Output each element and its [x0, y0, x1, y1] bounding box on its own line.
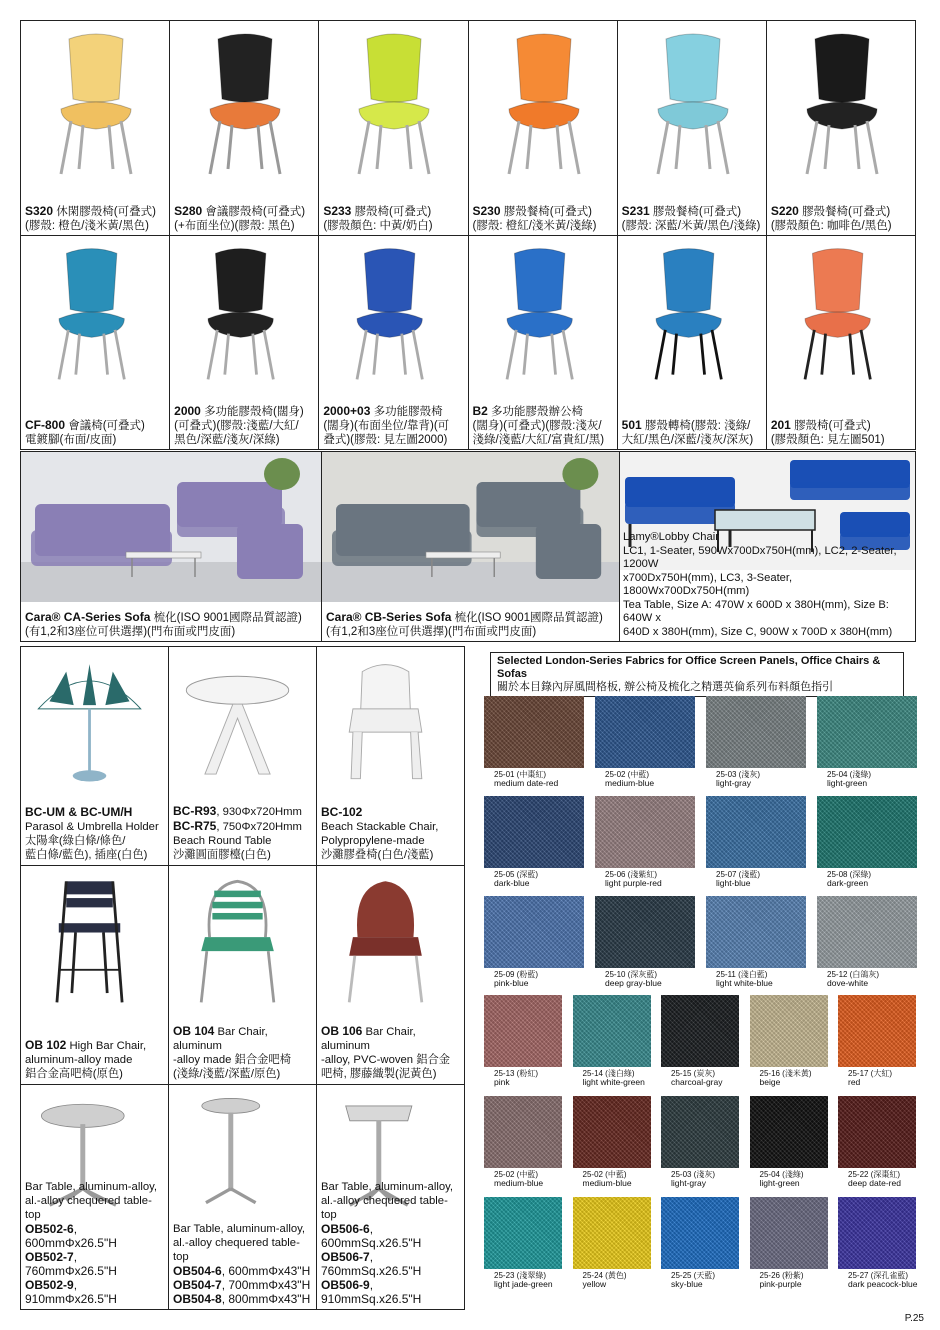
product-caption — [25, 805, 165, 862]
fabric-name: pink-purple — [759, 1279, 802, 1289]
chair-detail-2: 叠式)(膠殼: 見左圖2000) — [323, 434, 448, 446]
fabric-code: 25-09 (粉藍) — [494, 970, 539, 979]
fabric-color-chip — [595, 896, 695, 968]
chair-caption — [771, 204, 912, 233]
sofa-cb-name: CB-Series Sofa — [364, 610, 452, 624]
fabric-swatch — [484, 995, 562, 1089]
sofa-cb-brand: Cara® — [326, 610, 362, 624]
fabric-name: dove-white — [827, 978, 869, 988]
chair-image — [31, 29, 161, 179]
product-text-r1b: OB502-6 — [25, 1222, 74, 1236]
sofa-ca-line2: (有1,2和3座位可供選擇)(門布面或門皮面) — [25, 626, 236, 638]
fabric-code: 25-17 (大紅) — [848, 1069, 893, 1078]
product-text-l1: , 930Φx720Hmm — [216, 806, 302, 818]
fabric-swatch — [661, 1096, 739, 1190]
product-text-l1: Bar Table, aluminum-alloy, — [25, 1181, 158, 1193]
fabric-color-chip — [484, 696, 584, 768]
product-text-r1: , 600mmΦx43"H — [221, 1264, 311, 1278]
fabric-swatch — [838, 1197, 916, 1291]
product-text-l2: al.-alloy chequered table-top — [321, 1195, 448, 1221]
fabric-code: 25-05 (深藍) — [494, 870, 539, 879]
product-caption — [321, 805, 461, 862]
fabric-name: light white-green — [582, 1077, 645, 1087]
chair-image — [479, 29, 609, 179]
chair-cell-s220 — [767, 21, 915, 235]
chair-caption — [25, 418, 166, 447]
fabric-color-chip — [661, 1197, 739, 1269]
chair-image — [31, 244, 152, 384]
product-text-r2b: OB502-7 — [25, 1250, 74, 1264]
fabric-color-chip — [661, 1096, 739, 1168]
chair-code: S231 — [621, 203, 650, 218]
sofa-row — [20, 451, 916, 642]
fabric-code: 25-03 (淺灰) — [671, 1170, 716, 1179]
sofa-cb-image — [322, 452, 619, 602]
chair-caption — [473, 204, 614, 233]
product-text-l1b: OB 106 — [321, 1024, 363, 1038]
chair-catalog-grid — [20, 20, 916, 450]
product-text-l2: Beach Stackable Chair, — [321, 821, 439, 833]
fabric-code: 25-01 (中棗紅) — [494, 770, 547, 779]
fabric-code: 25-10 (深灰藍) — [605, 970, 658, 979]
chair-cell-501 — [618, 236, 766, 450]
fabric-color-chip — [484, 1096, 562, 1168]
page-number: P.25 — [904, 1313, 924, 1324]
lamy-line3: x700Dx750H(mm), LC3, 3-Seater, 1800Wx700Dx750H(mm) — [623, 571, 793, 597]
chair-cell-cf-800 — [21, 236, 169, 450]
product-image — [177, 872, 298, 1007]
fabric-code: 25-26 (粉紫) — [759, 1271, 804, 1280]
fabric-swatch — [484, 796, 584, 890]
product-caption — [173, 1222, 313, 1306]
chair-code: CF-800 — [25, 418, 66, 432]
chair-code: S280 — [174, 203, 203, 218]
chair-image — [180, 29, 310, 179]
product-image — [177, 1091, 285, 1211]
product-text-l1: Bar Table, aluminum-alloy, — [321, 1181, 454, 1193]
lamy-line4: Tea Table, Size A: 470W x 600D x 380H(mm), Size B: 640W x — [623, 598, 889, 624]
product-cell — [169, 866, 316, 1084]
lamy-cell — [620, 452, 915, 641]
chair-code: B2 — [472, 404, 488, 418]
fabric-title-zh: 關於本目錄內屏風間格板, 辦公椅及梳化之精選英倫系列布料顏色指引 — [497, 681, 834, 693]
product-text-l3: 鋁合金高吧椅(原色) — [25, 1068, 123, 1080]
chair-detail: (膠殼顏色: 見左圖501) — [770, 434, 885, 446]
sofa-ca-cell — [21, 452, 321, 641]
fabric-code: 25-07 (淺藍) — [716, 870, 761, 879]
product-text-l2: , 750Φx720Hmm — [216, 821, 302, 833]
fabric-code: 25-23 (淺翠綠) — [494, 1271, 547, 1280]
fabric-name: light-green — [759, 1178, 800, 1188]
fabric-color-chip — [706, 896, 806, 968]
chair-desc: 會議膠殼椅(可叠式) — [205, 205, 306, 218]
fabric-code: 25-13 (粉紅) — [494, 1069, 539, 1078]
product-text-l3: Beach Round Table — [173, 835, 272, 847]
chair-code: S320 — [25, 203, 54, 218]
product-text-r1: , 600mmSq.x26.5"H — [321, 1222, 422, 1250]
fabric-color-chip — [817, 896, 917, 968]
fabric-swatch — [484, 1096, 562, 1190]
fabric-code: 25-24 (黃色) — [582, 1271, 627, 1280]
product-caption — [321, 1024, 461, 1081]
product-text-r2b: OB504-7 — [173, 1278, 222, 1292]
product-text-l2: aluminum-alloy made — [25, 1054, 133, 1066]
product-cell — [317, 647, 464, 865]
sofa-cb-line1: 梳化(ISO 9001國際品質認證) — [454, 612, 603, 624]
product-cell — [317, 866, 464, 1084]
fabric-swatch — [838, 1096, 916, 1190]
product-text-l2: al.-alloy chequered table-top — [25, 1195, 152, 1221]
chair-caption — [174, 404, 315, 447]
product-caption — [25, 1180, 165, 1306]
product-text-r3b: OB502-9 — [25, 1278, 74, 1292]
fabric-swatch — [817, 696, 917, 790]
product-text-l1b: BC-UM & BC-UM/H — [25, 805, 133, 819]
product-text-r1: , 600mmΦx26.5"H — [25, 1222, 117, 1250]
chair-image — [777, 244, 898, 384]
chair-caption — [622, 204, 763, 233]
fabric-swatch — [706, 896, 806, 990]
product-text-l1b: BC-R93 — [173, 804, 217, 818]
chair-code: 501 — [621, 418, 642, 432]
chair-cell-b2 — [469, 236, 617, 450]
fabric-swatch — [706, 696, 806, 790]
fabric-code: 25-22 (深棗紅) — [848, 1170, 901, 1179]
fabric-swatch — [750, 1096, 828, 1190]
chair-cell-s320 — [21, 21, 169, 235]
outdoor-products-grid — [20, 646, 465, 1310]
lamy-line5: 640D x 380H(mm), Size C, 900W x 700D x 380H(mm) — [623, 625, 893, 638]
chair-desc: 膠殼轉椅(膠殼: 淺綠/ — [644, 420, 751, 432]
product-cell — [21, 647, 168, 865]
fabric-color-chip — [838, 1096, 916, 1168]
fabric-swatch — [573, 1096, 651, 1190]
chair-image — [628, 244, 749, 384]
fabric-color-chip — [817, 696, 917, 768]
product-text-l2b: BC-R75 — [173, 819, 217, 833]
fabric-name: medium-blue — [494, 1178, 544, 1188]
sofa-cb-cell — [322, 452, 619, 641]
product-text-r3: , 800mmΦx43"H — [221, 1292, 311, 1306]
fabric-name: light-gray — [716, 778, 751, 788]
fabric-name: light-gray — [671, 1178, 706, 1188]
fabric-color-chip — [661, 995, 739, 1067]
product-cell — [169, 1085, 316, 1309]
chair-detail: (膠殼顏色: 中黃/奶白) — [323, 219, 433, 232]
product-text-l2: al.-alloy chequered table-top — [173, 1237, 300, 1263]
product-image — [29, 872, 150, 1007]
fabric-code: 25-12 (白鴿灰) — [827, 970, 880, 979]
product-caption — [25, 1038, 165, 1081]
chair-desc: 膠殼餐椅(可叠式) — [802, 205, 891, 218]
fabric-color-chip — [838, 1197, 916, 1269]
fabric-swatch — [595, 696, 695, 790]
product-image — [325, 653, 446, 788]
fabric-color-chip — [573, 1096, 651, 1168]
chair-cell-s231 — [618, 21, 766, 235]
chair-desc: 多功能膠殼椅(闊身) — [204, 406, 304, 418]
fabric-color-chip — [750, 995, 828, 1067]
chair-cell-2000-03 — [319, 236, 467, 450]
fabric-swatch — [573, 995, 651, 1089]
product-text-l3: Polypropylene-made — [321, 835, 425, 847]
sofa-ca-caption — [25, 610, 318, 639]
chair-detail: (膠殼: 橙紅/淺米黃/淺綠) — [472, 219, 597, 232]
chair-cell-s230 — [469, 21, 617, 235]
fabric-name: medium-blue — [605, 778, 655, 788]
chair-caption — [771, 418, 912, 447]
fabric-code: 25-14 (淺白綠) — [582, 1069, 635, 1078]
fabric-color-chip — [595, 796, 695, 868]
product-text-l1: Bar Table, aluminum-alloy, — [173, 1223, 306, 1235]
fabric-swatch — [661, 995, 739, 1089]
fabric-code: 25-15 (炭灰) — [671, 1069, 716, 1078]
lamy-line1: Lamy®Lobby Chair — [623, 531, 719, 543]
fabric-name: deep date-red — [848, 1178, 901, 1188]
chair-cell-s233 — [319, 21, 467, 235]
product-text-l3: 太陽傘(綠白條/條色/ — [25, 835, 126, 847]
fabric-color-chip — [573, 995, 651, 1067]
fabric-code: 25-16 (淺米黃) — [759, 1069, 812, 1078]
product-text-l2: -alloy, PVC-woven 鋁合金 — [321, 1054, 451, 1066]
chair-desc: 膠殼餐椅(可叠式) — [503, 205, 592, 218]
chair-code: S233 — [323, 203, 352, 218]
fabric-name: charcoal-gray — [671, 1077, 723, 1087]
sofa-ca-image — [21, 452, 321, 602]
fabric-name: sky-blue — [671, 1279, 703, 1289]
product-text-l1: Bar Chair, aluminum — [173, 1026, 268, 1052]
fabric-swatch — [817, 796, 917, 890]
chair-desc: 膠殼椅(可叠式) — [794, 420, 871, 432]
fabric-name: pink-blue — [494, 978, 529, 988]
chair-desc: 會議椅(可叠式) — [68, 420, 145, 432]
product-cell — [317, 1085, 464, 1309]
product-caption — [173, 804, 313, 862]
product-image — [325, 872, 446, 1007]
product-text-l2: -alloy made 鋁合金吧椅 — [173, 1054, 292, 1066]
chair-image — [329, 29, 459, 179]
fabric-code: 25-04 (淺綠) — [827, 770, 872, 779]
sofa-ca-brand: Cara® — [25, 610, 61, 624]
product-text-r2b: OB506-7 — [321, 1250, 370, 1264]
product-text-l1b: BC-102 — [321, 805, 363, 819]
fabric-color-chip — [484, 1197, 562, 1269]
fabric-code: 25-02 (中藍) — [605, 770, 650, 779]
product-text-l3: 吧椅, 膠藤織製(泥黃色) — [321, 1068, 437, 1080]
fabric-color-chip — [484, 995, 562, 1067]
chair-detail: 大紅/黑色/深藍/淺灰/深灰) — [621, 434, 754, 446]
fabric-code: 25-03 (淺灰) — [716, 770, 761, 779]
fabric-name: dark-blue — [494, 878, 530, 888]
fabric-name: dark peacock-blue — [848, 1279, 918, 1289]
chair-caption — [473, 404, 614, 447]
chair-code: S220 — [770, 203, 799, 218]
chair-desc: 休閑膠殼椅(可叠式) — [56, 205, 156, 218]
product-text-l1b: OB 104 — [173, 1024, 215, 1038]
fabric-swatch — [706, 796, 806, 890]
chair-detail-2: 淺綠/淺藍/大紅/富貴紅/黑) — [472, 434, 605, 446]
fabric-code: 25-02 (中藍) — [494, 1170, 539, 1179]
product-image — [29, 653, 150, 788]
product-text-l1: Bar Chair, aluminum — [321, 1026, 416, 1052]
product-text-l4: 沙灘圓面膠檯(白色) — [173, 849, 271, 861]
fabric-color-chip — [706, 796, 806, 868]
chair-caption — [25, 204, 166, 233]
fabric-name: dark-green — [827, 878, 869, 888]
fabric-color-chip — [838, 995, 916, 1067]
chair-cell-s280 — [170, 21, 318, 235]
fabric-color-chip — [750, 1197, 828, 1269]
chair-code: 201 — [770, 418, 791, 432]
product-text-r3b: OB506-9 — [321, 1278, 370, 1292]
product-text-r1b: OB504-6 — [173, 1264, 222, 1278]
sofa-cb-caption — [326, 610, 616, 639]
product-text-r1b: OB506-6 — [321, 1222, 370, 1236]
product-caption — [173, 1024, 313, 1081]
chair-caption — [323, 204, 464, 233]
fabric-swatch — [484, 696, 584, 790]
fabric-swatch — [484, 896, 584, 990]
fabric-color-chip — [484, 896, 584, 968]
fabric-color-chip — [595, 696, 695, 768]
chair-detail: (闊身)(布面坐位/靠背)(可 — [323, 420, 450, 432]
chair-code: 2000+03 — [323, 404, 371, 418]
fabric-swatch — [595, 896, 695, 990]
fabric-swatch — [750, 1197, 828, 1291]
chair-detail: (+布面坐位)(膠殼: 黑色) — [174, 219, 295, 232]
chair-image — [180, 244, 301, 384]
fabric-name: medium date-red — [494, 778, 559, 788]
fabric-color-chip — [706, 696, 806, 768]
fabric-swatch — [484, 1197, 562, 1291]
chair-detail: (膠殼顏色: 咖啡色/黑色) — [770, 219, 892, 232]
fabric-name: light jade-green — [494, 1279, 553, 1289]
fabric-swatch — [573, 1197, 651, 1291]
chair-desc: 多功能膠殼椅 — [373, 406, 443, 418]
chair-image — [777, 29, 907, 179]
product-text-r3b: OB504-8 — [173, 1292, 222, 1306]
fabric-name: medium-blue — [582, 1178, 632, 1188]
product-cell — [21, 1085, 168, 1309]
fabric-code: 25-06 (淺紫紅) — [605, 870, 658, 879]
sofa-ca-line1: 梳化(ISO 9001國際品質認證) — [153, 612, 302, 624]
fabric-swatch — [750, 995, 828, 1089]
fabric-name: light white-blue — [716, 978, 773, 988]
product-text-l1b: OB 102 — [25, 1038, 67, 1052]
product-text-r2: , 760mmΦx26.5"H — [25, 1250, 117, 1278]
product-text-l1: High Bar Chair, — [66, 1040, 147, 1052]
chair-caption — [323, 404, 464, 447]
product-text-l2: Parasol & Umbrella Holder — [25, 821, 159, 833]
fabric-code: 25-02 (中藍) — [582, 1170, 627, 1179]
chair-cell-2000 — [170, 236, 318, 450]
lamy-caption — [623, 531, 912, 639]
lamy-line2: LC1, 1-Seater, 590Wx700Dx750H(mm), LC2, 2-Seater, 1200W — [623, 544, 897, 570]
product-text-l3: (淺綠/淺藍/深藍/原色) — [173, 1068, 281, 1080]
fabric-swatch-panel — [474, 646, 918, 1310]
fabric-name: red — [848, 1077, 861, 1087]
fabric-code: 25-11 (淺白藍) — [716, 970, 768, 979]
product-text-r3: , 910mmΦx26.5"H — [25, 1278, 117, 1306]
product-text-l4: 沙灘膠叠椅(白色/淺藍) — [321, 849, 434, 861]
fabric-color-chip — [817, 796, 917, 868]
fabric-name: yellow — [582, 1279, 607, 1289]
fabric-swatch — [595, 796, 695, 890]
fabric-color-chip — [750, 1096, 828, 1168]
sofa-ca-name: CA-Series Sofa — [63, 610, 151, 624]
chair-detail: 電鍍腳(布面/皮面) — [25, 434, 117, 446]
chair-desc: 膠殼餐椅(可叠式) — [652, 205, 742, 218]
fabric-name: pink — [494, 1077, 510, 1087]
fabric-code: 25-27 (深孔雀藍) — [848, 1271, 909, 1280]
sofa-cb-line2: (有1,2和3座位可供選擇)(門布面或門皮面) — [326, 626, 537, 638]
chair-caption — [622, 418, 763, 447]
product-caption — [321, 1180, 461, 1306]
fabric-name: light purple-red — [605, 878, 662, 888]
chair-code: 2000 — [174, 404, 201, 418]
chair-image — [628, 29, 758, 179]
chair-detail: (可叠式)(膠殼:淺藍/大紅/ — [174, 420, 299, 432]
fabric-name: light-green — [827, 778, 868, 788]
fabric-name: beige — [759, 1077, 781, 1087]
product-text-r3: , 910mmSq.x26.5"H — [321, 1278, 422, 1306]
product-cell — [169, 647, 316, 865]
chair-code: S230 — [472, 203, 501, 218]
chair-detail: (膠殼: 橙色/淺米黃/黑色) — [25, 219, 149, 232]
fabric-swatch — [817, 896, 917, 990]
fabric-name: deep gray-blue — [605, 978, 662, 988]
chair-desc: 多功能膠殼辦公椅 — [491, 406, 584, 418]
product-text-r2: , 700mmΦx43"H — [221, 1278, 311, 1292]
chair-image — [329, 244, 450, 384]
chair-detail: (闊身)(可叠式)(膠殼:淺灰/ — [472, 420, 602, 432]
chair-cell-201 — [767, 236, 915, 450]
fabric-title-en: Selected London-Series Fabrics for Office Screen Panels, Office Chairs & Sofas — [497, 655, 881, 680]
chair-image — [479, 244, 600, 384]
chair-detail: (膠殼: 深藍/米黃/黑色/淺綠) — [621, 219, 761, 232]
chair-caption — [174, 204, 315, 233]
fabric-code: 25-08 (深綠) — [827, 870, 872, 879]
fabric-heading — [490, 652, 904, 697]
product-image — [177, 653, 298, 788]
product-text-r2: , 760mmSq.x26.5"H — [321, 1250, 422, 1278]
chair-detail-2: 黑色/深藍/淺灰/深綠) — [174, 434, 280, 446]
fabric-code: 25-25 (天藍) — [671, 1271, 716, 1280]
fabric-name: light-blue — [716, 878, 751, 888]
product-text-l4: 藍白條/藍色), 插座(白色) — [25, 849, 148, 861]
fabric-color-chip — [484, 796, 584, 868]
fabric-swatch — [838, 995, 916, 1089]
chair-desc: 膠殼椅(可叠式) — [354, 205, 432, 218]
product-cell — [21, 866, 168, 1084]
fabric-swatch — [661, 1197, 739, 1291]
fabric-code: 25-04 (淺綠) — [759, 1170, 804, 1179]
fabric-color-chip — [573, 1197, 651, 1269]
